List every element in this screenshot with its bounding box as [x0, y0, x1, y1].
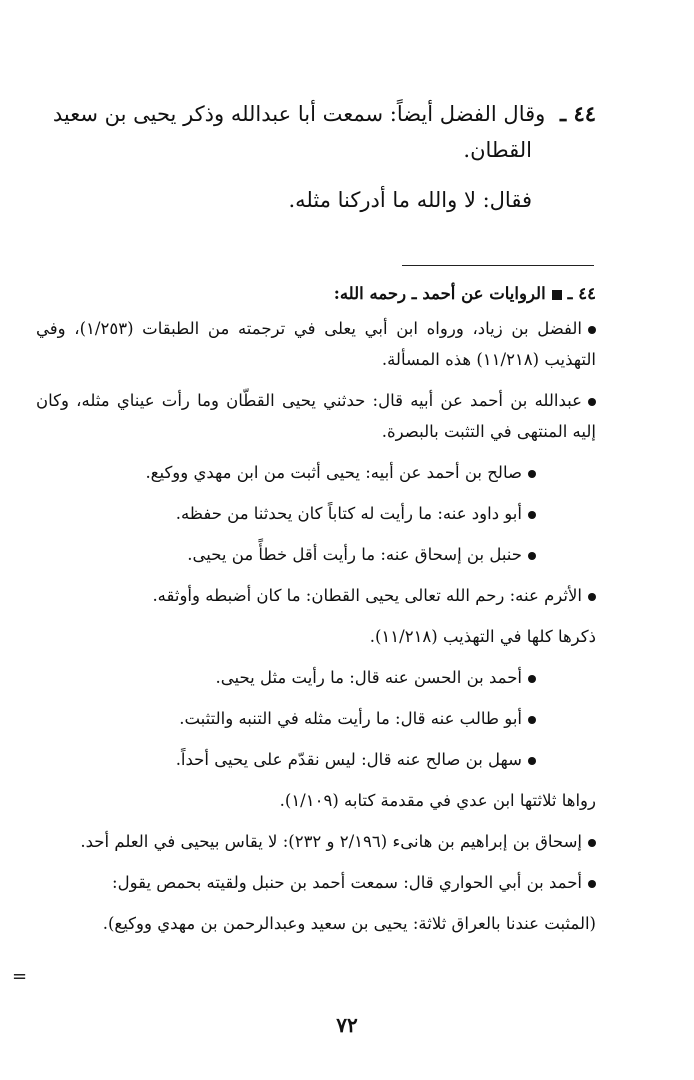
- list-item-text: الأثرم عنه: رحم الله تعالى يحيى القطان: ما كان أضبطه وأوثقه.: [152, 586, 582, 605]
- list-item-text: حنبل بن إسحاق عنه: ما رأيت أقل خطأً من يحيى.: [187, 545, 522, 564]
- list-item: [36, 498, 596, 529]
- list-item: [36, 744, 596, 775]
- bullet-icon: [528, 675, 536, 683]
- source-summary: رواها ثلاثتها ابن عدي في مقدمة كتابه (١/١٠٩).: [279, 791, 596, 810]
- footnote-number: ٤٤ ـ: [567, 284, 596, 303]
- bullet-icon: [528, 511, 536, 519]
- list-item-text: أبو طالب عنه قال: ما رأيت مثله في التنبه والتثبت.: [179, 709, 522, 728]
- list-item-text: إسحاق بن إبراهيم بن هانىء (٢/١٩٦ و ٢٣٢): لا يقاس بيحيى في العلم أحد.: [80, 832, 582, 851]
- list-item: [36, 385, 596, 447]
- main-text: [36, 96, 596, 218]
- bullet-icon: [588, 593, 596, 601]
- list-item-text: أحمد بن الحسن عنه قال: ما رأيت مثل يحيى.: [215, 668, 522, 687]
- continuation-mark: =: [12, 966, 28, 987]
- main-paragraph-line2: القطان.: [463, 138, 532, 162]
- list-item: [36, 826, 596, 857]
- list-item: [36, 703, 596, 734]
- footnotes: [36, 278, 596, 949]
- list-item-text: سهل بن صالح عنه قال: ليس نقدّم على يحيى أحداً.: [175, 750, 522, 769]
- main-entry-number: ٤٤ ـ: [559, 101, 596, 126]
- list-item: [36, 580, 596, 611]
- list-item-text: عبدالله بن أحمد عن أبيه قال: حدثني يحيى القطّان وما رأت عيناي مثله، وكان إليه المنتهى في التثبت بالبصرة.: [36, 391, 596, 441]
- bullet-icon: [588, 398, 596, 406]
- footnote-heading-text: الروايات عن أحمد ـ رحمه الله:: [333, 284, 546, 303]
- main-paragraph-line1: وقال الفضل أيضاً: سمعت أبا عبدالله وذكر يحيى بن سعيد: [52, 102, 546, 126]
- square-bullet-icon: [552, 290, 562, 300]
- list-item: [36, 539, 596, 570]
- page-number: ٧٢: [336, 1013, 358, 1037]
- list-item: [36, 662, 596, 693]
- bullet-icon: [528, 757, 536, 765]
- bullet-icon: [588, 880, 596, 888]
- bullet-icon: [528, 716, 536, 724]
- footnote-heading: [36, 278, 596, 309]
- source-summary: ذكرها كلها في التهذيب (١١/٢١٨).: [369, 627, 596, 646]
- bullet-icon: [528, 552, 536, 560]
- footnote-divider: [402, 265, 594, 266]
- bullet-icon: [588, 839, 596, 847]
- book-page: [36, 0, 596, 1080]
- list-item-text: الفضل بن زياد، ورواه ابن أبي يعلى في ترجمته من الطبقات (١/٢٥٣)، وفي التهذيب (١١/٢١٨) هذه المسألة.: [36, 319, 596, 369]
- list-item-text: صالح بن أحمد عن أبيه: يحيى أثبت من ابن مهدي ووكيع.: [145, 463, 522, 482]
- footnote-quote: (المثبت عندنا بالعراق ثلاثة: يحيى بن سعيد وعبدالرحمن بن مهدي ووكيع).: [102, 914, 596, 933]
- list-item-text: أبو داود عنه: ما رأيت له كتاباً كان يحدثنا من حفظه.: [175, 504, 522, 523]
- list-item: [36, 867, 596, 898]
- main-quote: فقال: لا والله ما أدركنا مثله.: [288, 188, 532, 212]
- bullet-icon: [528, 470, 536, 478]
- list-item-text: أحمد بن أبي الحواري قال: سمعت أحمد بن حنبل ولقيته بحمص يقول:: [112, 873, 582, 892]
- bullet-icon: [588, 326, 596, 334]
- main-paragraph: [36, 96, 596, 132]
- list-item: [36, 457, 596, 488]
- list-item: [36, 313, 596, 375]
